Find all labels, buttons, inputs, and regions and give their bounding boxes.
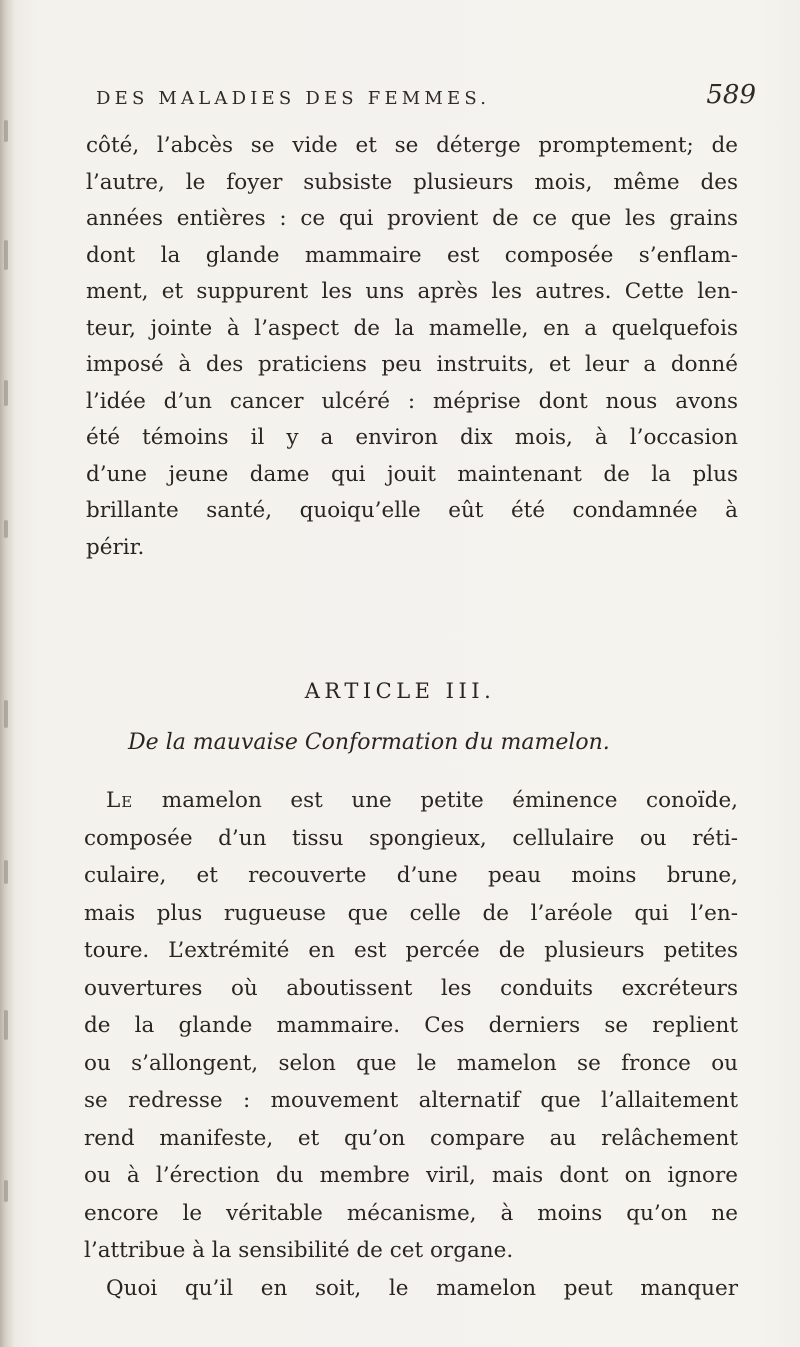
- binding-mark: [4, 700, 8, 728]
- text-line: l’idée d’un cancer ulcéré : méprise dont nous avons: [86, 388, 738, 414]
- binding-mark: [4, 520, 8, 538]
- text-line: ou s’allongent, selon que le mamelon se fronce ou: [84, 1050, 738, 1076]
- text-line: ou à l’érection du membre viril, mais dont on ignore: [84, 1163, 738, 1188]
- text-line: périr.: [86, 534, 145, 560]
- text-line: encore le véritable mécanisme, à moins qu’on ne: [84, 1200, 738, 1226]
- binding-mark: [4, 1010, 8, 1040]
- binding-mark: [4, 240, 8, 270]
- text-line: [84, 782, 738, 820]
- text-line: années entières : ce qui provient de ce que les grains: [86, 206, 738, 231]
- text-line: de la glande mammaire. Ces derniers se replient: [84, 1013, 738, 1038]
- text-line: l’attribue à la sensibilité de cet organe.: [84, 1238, 514, 1263]
- section-title: De la mauvaise Conformation du mamelon.: [128, 730, 610, 755]
- article-heading: ARTICLE III.: [304, 679, 496, 703]
- text-line-rest: mamelon est une petite éminence conoïde,: [133, 788, 738, 813]
- text-line: dont la glande mammaire est composée s’enflam-: [86, 242, 738, 268]
- text-line: été témoins il y a environ dix mois, à l’occasion: [86, 425, 738, 450]
- running-title: DES MALADIES DES FEMMES.: [96, 88, 491, 109]
- text-line: mais plus rugueuse que celle de l’aréole qui l’en-: [84, 900, 738, 926]
- paragraph-2: [84, 782, 738, 1307]
- text-line: brillante santé, quoiqu’elle eût été condamnée à: [86, 498, 738, 523]
- paragraph-1: [86, 128, 738, 566]
- text-line: toure. L’extrémité en est percée de plusieurs petites: [84, 938, 738, 963]
- text-line: ouvertures où aboutissent les conduits excréteurs: [84, 975, 738, 1001]
- running-head: [96, 80, 756, 120]
- text-line: rend manifeste, et qu’on compare au relâchement: [84, 1125, 738, 1151]
- binding-mark: [4, 1180, 8, 1202]
- text-line: culaire, et recouverte d’une peau moins brune,: [84, 863, 738, 888]
- text-line: ment, et suppurent les uns après les autres. Cette len-: [86, 279, 738, 304]
- binding-mark: [4, 860, 8, 884]
- text-line: imposé à des praticiens peu instruits, et leur a donné: [86, 352, 738, 377]
- text-line: l’autre, le foyer subsiste plusieurs mois, même des: [86, 169, 738, 195]
- binding-mark: [4, 380, 8, 406]
- drop-word: Le: [106, 788, 134, 813]
- text-line: d’une jeune dame qui jouit maintenant de la plus: [86, 461, 738, 487]
- text-line: côté, l’abcès se vide et se déterge promptement; de: [86, 133, 738, 158]
- paragraph-3-line: Quoi qu’il en soit, le mamelon peut manquer: [106, 1275, 738, 1301]
- text-line: composée d’un tissu spongieux, cellulaire ou réti-: [84, 825, 738, 851]
- binding-mark: [4, 120, 8, 142]
- text-line: teur, jointe à l’aspect de la mamelle, en a quelquefois: [86, 315, 738, 341]
- text-line: se redresse : mouvement alternatif que l’allaitement: [84, 1088, 738, 1113]
- page-number: 589: [706, 80, 756, 110]
- page-binding-edge: [0, 0, 14, 1347]
